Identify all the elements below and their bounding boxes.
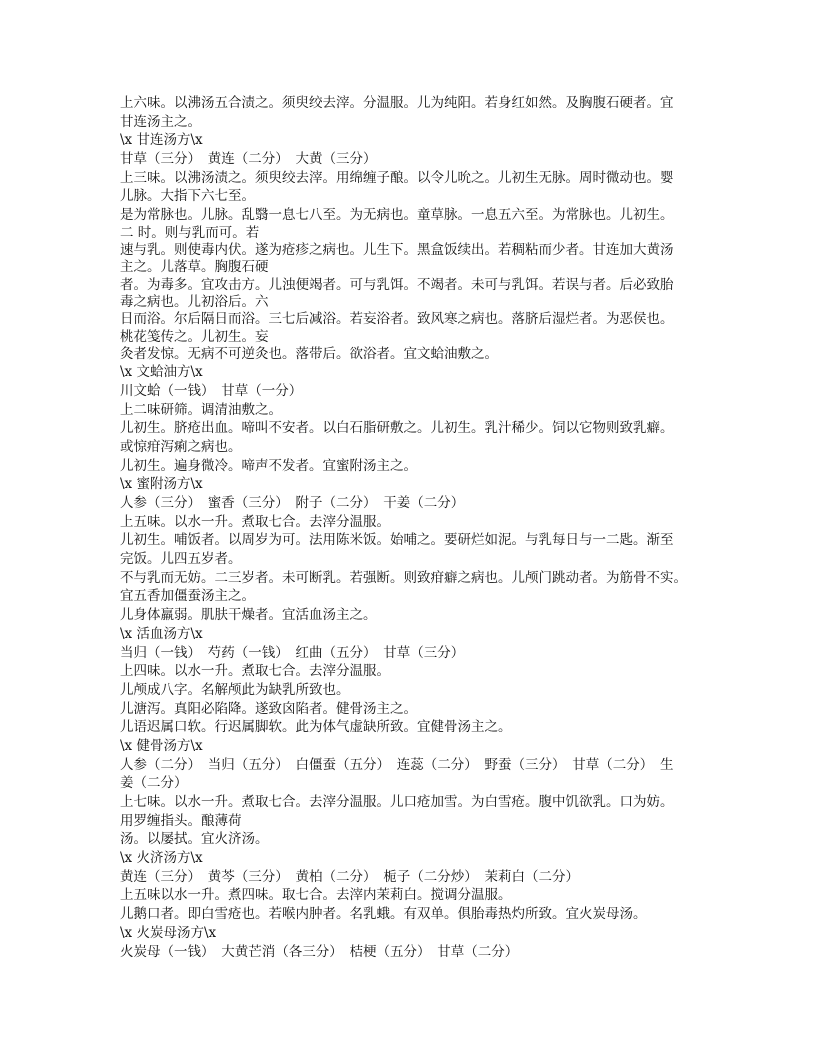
ingredient-line: 姜（二分） bbox=[120, 775, 188, 792]
text-line: 儿初生。脐疮出血。啼叫不安者。以白石脂研敷之。儿初生。乳汁稀少。饲以它物则致乳癖。 bbox=[120, 420, 674, 437]
text-line: 速与乳。则使毒内伏。遂为疮疹之病也。儿生下。黑盒饭续出。若稠粘而少者。甘连加大黄汤 bbox=[120, 242, 674, 259]
text-line: 日而浴。尔后隔日而浴。三七后减浴。若妄浴者。致风寒之病也。落脐后湿烂者。为恶侯也。 bbox=[120, 311, 674, 328]
text-line: 者。为毒多。宜攻击方。儿浊便竭者。可与乳饵。不竭者。未可与乳饵。若误与者。后必致胎 bbox=[120, 276, 674, 293]
ingredient-line: 川文蛤（一钱） 甘草（一分） bbox=[120, 382, 303, 399]
text-line: 儿初生。遍身微冷。啼声不发者。宜蜜附汤主之。 bbox=[120, 457, 417, 474]
ingredient-line: 人参（三分） 蜜香（三分） 附子（二分） 干姜（二分） bbox=[120, 495, 465, 511]
text-line: 桃花笺传之。儿初生。妄 bbox=[120, 328, 269, 345]
text-line: 儿溏泻。真阳必陷降。遂致囟陷者。健骨汤主之。 bbox=[120, 700, 417, 717]
recipe-heading: \x 火济汤方\x bbox=[120, 850, 203, 867]
recipe-heading: \x 蜜附汤方\x bbox=[120, 476, 203, 493]
text-line: 上四味。以水一升。煮取七合。去滓分温服。 bbox=[120, 663, 390, 680]
text-line: 儿身体羸弱。肌肤干燥者。宜活血汤主之。 bbox=[120, 607, 377, 624]
text-line: 不与乳而无妨。二三岁者。未可断乳。若强断。则致疳癖之病也。儿颅门跳动者。为筋骨不实。 bbox=[120, 569, 687, 586]
document-page bbox=[120, 94, 710, 961]
text-line: 上五味以水一升。煮四味。取七合。去滓内茉莉白。搅调分温服。 bbox=[120, 887, 512, 904]
text-line: 用罗缠指头。酿薄荷 bbox=[120, 812, 242, 829]
ingredient-line: 黄连（三分） 黄芩（三分） 黄柏（二分） 栀子（二分炒） 茉莉白（二分） bbox=[120, 868, 579, 885]
text-line: 上二味研筛。调清油敷之。 bbox=[120, 401, 282, 418]
ingredient-line: 甘草（三分） 黄连（二分） 大黄（三分） bbox=[120, 151, 377, 168]
text-line: 儿语迟属口软。行迟属脚软。此为体气虚缺所致。宜健骨汤主之。 bbox=[120, 719, 512, 736]
text-line: 毒之病也。儿初浴后。六 bbox=[120, 294, 269, 310]
text-line: 儿颅成八字。名解颅此为缺乳所致也。 bbox=[120, 681, 350, 698]
ingredient-line: 火炭母（一钱） 大黄芒消（各三分） 桔梗（五分） 甘草（二分） bbox=[120, 943, 519, 960]
ingredient-line: 当归（一钱） 芍药（一钱） 红曲（五分） 甘草（三分） bbox=[120, 644, 465, 661]
text-line: 上三味。以沸汤渍之。须臾绞去滓。用绵缠子酿。以令儿吮之。儿初生无脉。周时微动也。婴 bbox=[120, 169, 674, 186]
text-line: 上五味。以水一升。煮取七合。去滓分温服。 bbox=[120, 513, 390, 530]
recipe-heading: \x 健骨汤方\x bbox=[120, 737, 203, 754]
text-line: 宜五香加僵蚕汤主之。 bbox=[120, 588, 255, 605]
recipe-heading: \x 活血汤方\x bbox=[120, 625, 203, 642]
text-line: 灸者发惊。无病不可逆灸也。落带后。欲浴者。宜文蛤油敷之。 bbox=[120, 345, 498, 362]
text-line: 儿初生。哺饭者。以周岁为可。法用陈米饭。始哺之。要研烂如泥。与乳每日与一二匙。渐至 bbox=[120, 532, 674, 549]
recipe-heading: \x 火炭母汤方\x bbox=[120, 924, 217, 941]
text-line: 二 时。则与乳而可。若 bbox=[120, 224, 260, 241]
text-line: 甘连汤主之。 bbox=[120, 113, 201, 130]
text-line: 主之。儿落草。胸腹石硬 bbox=[120, 259, 269, 276]
text-line: 上七味。以水一升。煮取七合。去滓分温服。儿口疮加雪。为白雪疮。腹中饥欲乳。口为妨。 bbox=[120, 794, 674, 810]
text-line: 上六味。以沸汤五合渍之。须臾绞去滓。分温服。儿为纯阳。若身红如然。及胸腹石硬者。宜 bbox=[120, 95, 674, 111]
text-line: 汤。以屡拭。宜火济汤。 bbox=[120, 831, 269, 848]
recipe-heading: \x 文蛤油方\x bbox=[120, 364, 203, 381]
recipe-heading: \x 甘连汤方\x bbox=[120, 132, 203, 149]
text-line: 或惊疳泻痢之病也。 bbox=[120, 438, 242, 455]
ingredient-line: 人参（二分） 当归（五分） 白僵蚕（五分） 连蕊（二分） 野蚕（三分） 甘草（二分） 生 bbox=[120, 756, 674, 773]
text-line: 是为常脉也。儿脉。乱翳一息七八至。为无病也。童草脉。一息五六至。为常脉也。儿初生。 bbox=[120, 207, 674, 224]
text-line: 儿鹅口者。即白雪疮也。若喉内肿者。名乳蛾。有双单。俱胎毒热灼所致。宜火炭母汤。 bbox=[120, 906, 647, 923]
text-line: 完饭。儿四五岁者。 bbox=[120, 551, 242, 568]
text-line: 儿脉。大指下六七至。 bbox=[120, 188, 255, 205]
